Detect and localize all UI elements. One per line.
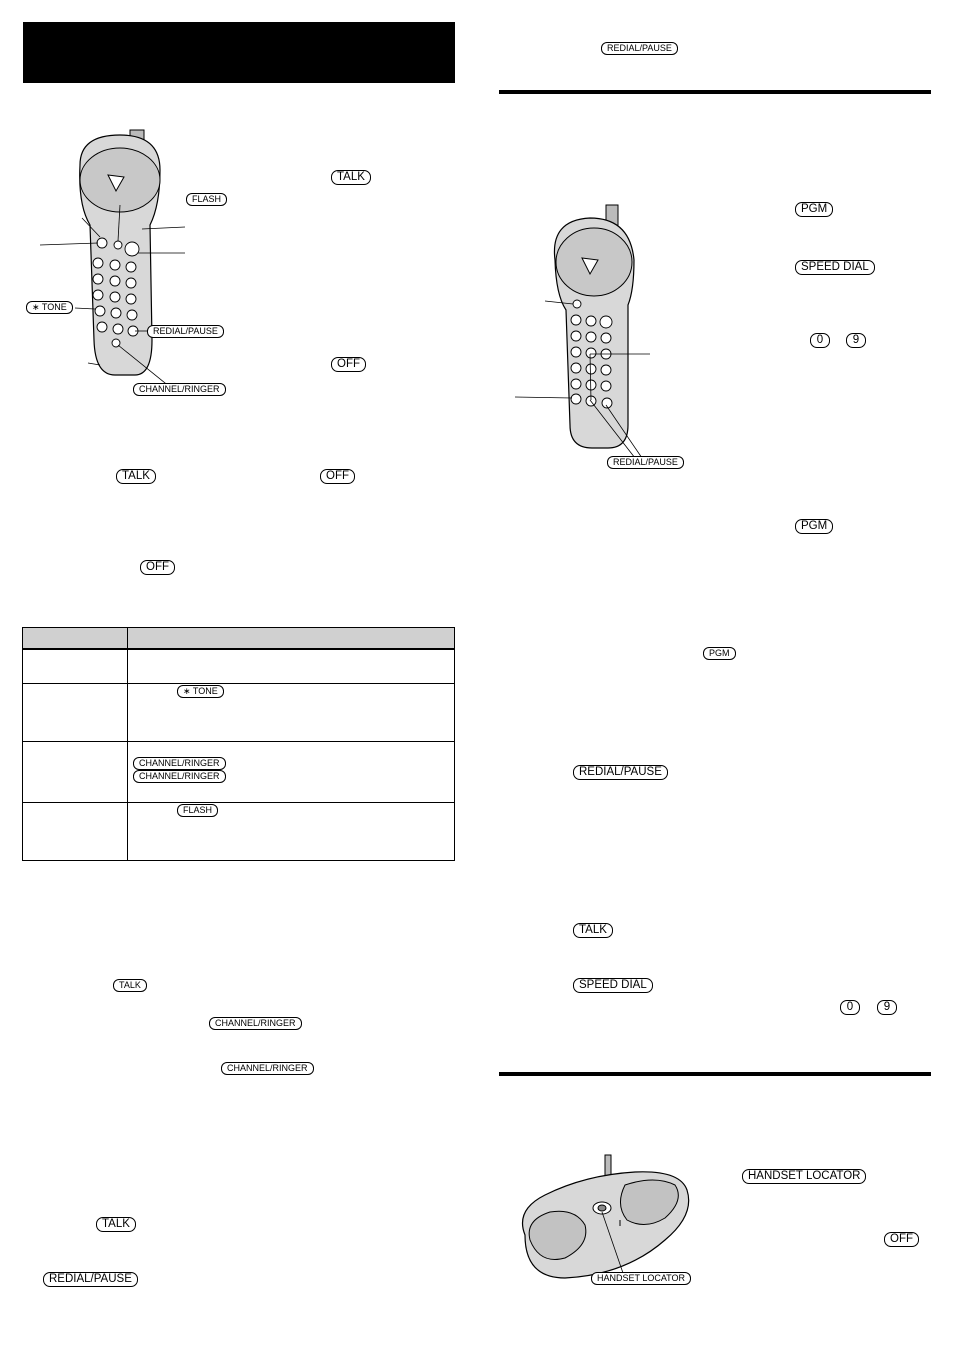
table-header-cell [128,628,455,650]
table-row [23,742,455,803]
table-row [23,803,455,861]
pgm-key: PGM [795,519,833,534]
channel-ringer-key: CHANNEL/RINGER [221,1062,314,1075]
redial-pause-key-callout: REDIAL/PAUSE [607,456,684,469]
handset-locator-key: HANDSET LOCATOR [742,1169,866,1184]
tone-key: ∗ TONE [177,685,224,698]
redial-pause-key: REDIAL/PAUSE [573,765,668,780]
section-title-bar [23,22,455,83]
digit-0-key: 0 [810,333,830,348]
off-key: OFF [140,560,175,575]
speed-dial-key: SPEED DIAL [573,978,653,993]
channel-ringer-key: CHANNEL/RINGER [209,1017,302,1030]
table-row [23,684,455,742]
base-unit-illustration [505,1150,705,1290]
channel-ringer-key-callout: CHANNEL/RINGER [133,383,226,396]
redial-pause-key: REDIAL/PAUSE [601,42,678,55]
channel-ringer-key: CHANNEL/RINGER [133,757,226,770]
pgm-key: PGM [795,202,833,217]
talk-key: TALK [96,1217,136,1232]
talk-key: TALK [331,170,371,185]
off-key: OFF [331,357,366,372]
talk-key: TALK [113,979,147,992]
table-row [23,649,455,684]
function-table [22,627,455,861]
section-divider [499,1072,931,1076]
channel-ringer-key: CHANNEL/RINGER [133,770,226,783]
digit-9-key: 9 [877,1000,897,1015]
redial-pause-key: REDIAL/PAUSE [43,1272,138,1287]
tone-key-callout: ∗ TONE [26,301,73,314]
off-key: OFF [884,1232,919,1247]
talk-key: TALK [573,923,613,938]
digit-0-key: 0 [840,1000,860,1015]
section-divider [499,90,931,94]
off-key: OFF [320,469,355,484]
pgm-key: PGM [703,647,736,660]
handset-illustration-1 [20,125,250,405]
redial-pause-key-callout: REDIAL/PAUSE [147,325,224,338]
speed-dial-key: SPEED DIAL [795,260,875,275]
flash-key: FLASH [177,804,218,817]
talk-key: TALK [116,469,156,484]
handset-locator-key-callout: HANDSET LOCATOR [591,1272,691,1285]
table-header-cell [23,628,128,650]
handset-illustration-2 [510,200,700,480]
flash-key-callout: FLASH [186,193,227,206]
digit-9-key: 9 [846,333,866,348]
